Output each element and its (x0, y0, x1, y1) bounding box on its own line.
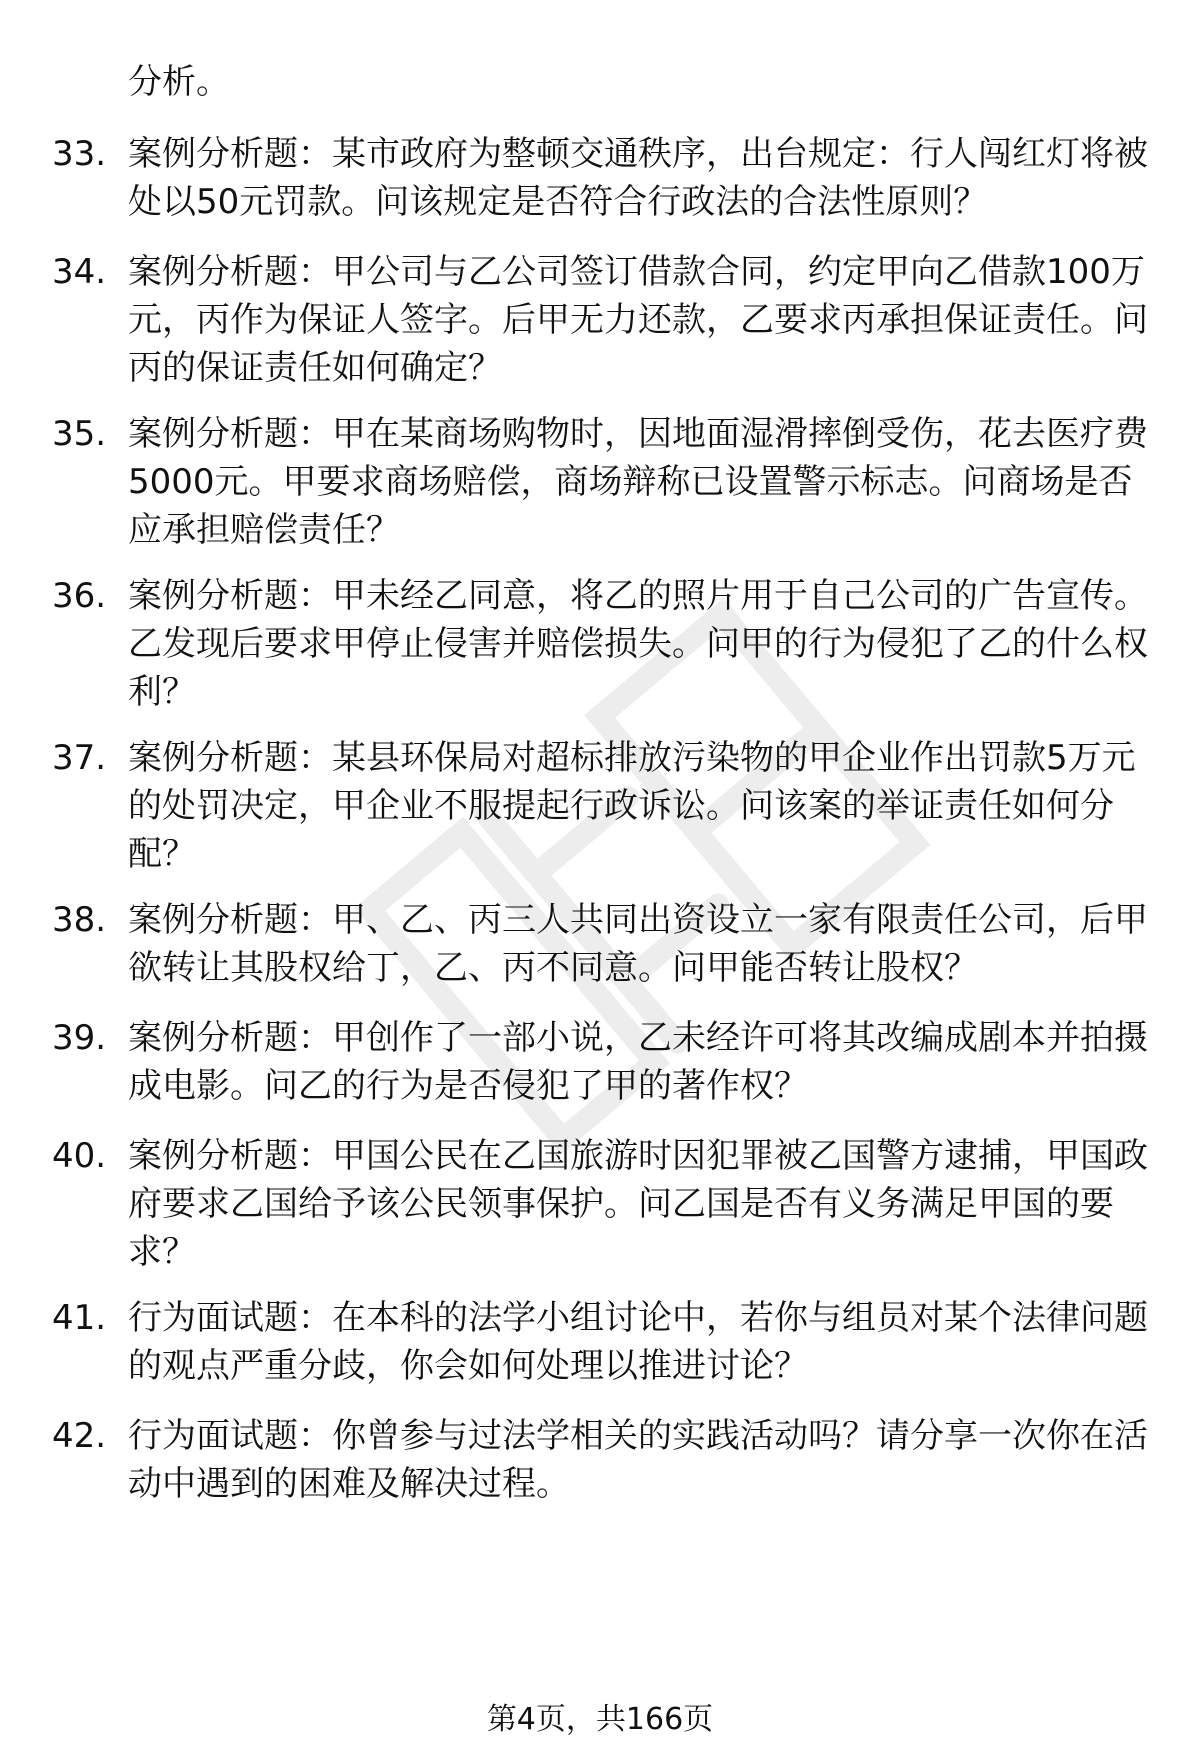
question-number: 39. (52, 1018, 107, 1058)
question-text: 案例分析题：甲、乙、丙三人共同出资设立一家有限责任公司，后甲欲转让其股权给丁，乙、丙不同意。问甲能否转让股权？ (128, 900, 1148, 988)
page-number-footer: 第4页，共166页 (486, 1702, 714, 1737)
question-item (52, 1294, 1162, 1390)
question-item (52, 248, 1162, 392)
question-text: 案例分析题：甲在某商场购物时，因地面湿滑摔倒受伤，花去医疗费5000元。甲要求商场赔偿，商场辩称已设置警示标志。问商场是否应承担赔偿责任？ (128, 414, 1148, 550)
question-text: 行为面试题：你曾参与过法学相关的实践活动吗？请分享一次你在活动中遇到的困难及解决过程。 (128, 1416, 1148, 1504)
question-number: 37. (52, 738, 107, 778)
question-text: 案例分析题：甲未经乙同意，将乙的照片用于自己公司的广告宣传。乙发现后要求甲停止侵害并赔偿损失。问甲的行为侵犯了乙的什么权利？ (128, 576, 1148, 712)
question-number: 36. (52, 576, 107, 616)
question-text: 案例分析题：某县环保局对超标排放污染物的甲企业作出罚款5万元的处罚决定，甲企业不服提起行政诉讼。问该案的举证责任如何分配？ (128, 738, 1136, 874)
question-item (52, 734, 1162, 878)
question-item (52, 572, 1162, 716)
question-number: 33. (52, 134, 107, 174)
continued-text: 分析。 (128, 62, 230, 102)
question-item (52, 410, 1162, 554)
question-item (52, 130, 1162, 226)
question-number: 38. (52, 900, 107, 940)
question-number: 40. (52, 1136, 107, 1176)
question-number: 42. (52, 1416, 107, 1456)
question-item (52, 1014, 1162, 1110)
question-number: 35. (52, 414, 107, 454)
question-text: 案例分析题：甲公司与乙公司签订借款合同，约定甲向乙借款100万元，丙作为保证人签字。后甲无力还款，乙要求丙承担保证责任。问丙的保证责任如何确定？ (128, 252, 1148, 388)
question-text: 案例分析题：甲创作了一部小说，乙未经许可将其改编成剧本并拍摄成电影。问乙的行为是否侵犯了甲的著作权？ (128, 1018, 1148, 1106)
question-item (52, 1132, 1162, 1276)
question-item (52, 1412, 1162, 1508)
question-text: 行为面试题：在本科的法学小组讨论中，若你与组员对某个法律问题的观点严重分歧，你会如何处理以推进讨论？ (128, 1298, 1148, 1386)
question-item (52, 896, 1162, 992)
question-number: 41. (52, 1298, 107, 1338)
question-number: 34. (52, 252, 107, 292)
question-text: 案例分析题：甲国公民在乙国旅游时因犯罪被乙国警方逮捕，甲国政府要求乙国给予该公民领事保护。问乙国是否有义务满足甲国的要求？ (128, 1136, 1148, 1272)
question-text: 案例分析题：某市政府为整顿交通秩序，出台规定：行人闯红灯将被处以50元罚款。问该规定是否符合行政法的合法性原则？ (128, 134, 1148, 222)
